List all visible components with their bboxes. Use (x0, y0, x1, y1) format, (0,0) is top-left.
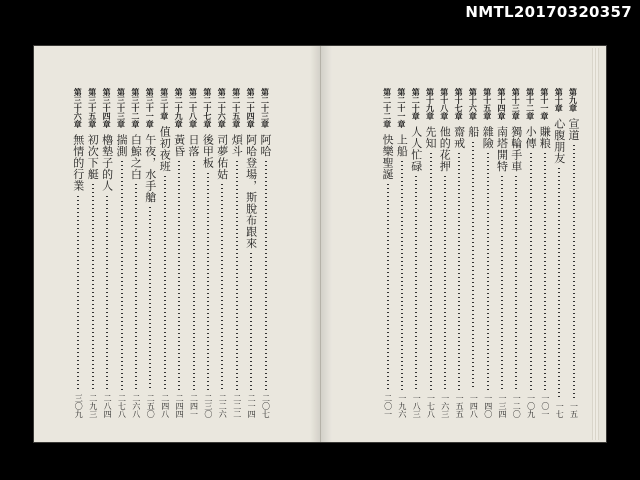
dot-leader (121, 161, 123, 390)
chapter-number: 第三十六章 (73, 88, 84, 128)
dot-leader (265, 161, 267, 390)
toc-entry (410, 88, 423, 418)
toc-entry (524, 88, 537, 418)
chapter-number: 第十八章 (439, 88, 450, 120)
book-gutter (310, 46, 332, 442)
toc-entry (230, 88, 243, 418)
page-number: 二〇七 (261, 394, 271, 418)
page-number: 三〇九 (74, 394, 84, 418)
dot-leader (135, 184, 137, 390)
chapter-title: 阿哈 (259, 134, 272, 157)
page-number: 二四八 (160, 394, 170, 418)
chapter-title: 午夜，水手艙 (143, 134, 157, 203)
chapter-number: 第二十四章 (246, 88, 257, 128)
page-number: 二五〇 (146, 394, 156, 418)
chapter-title: 快樂聖誕 (381, 134, 395, 180)
dot-leader (401, 161, 403, 390)
chapter-title: 人人忙碌 (409, 126, 423, 172)
dot-leader (164, 176, 166, 390)
dot-leader (250, 253, 252, 390)
dot-leader (573, 145, 575, 398)
chapter-number: 第十五章 (482, 88, 493, 120)
chapter-number: 第三十五章 (87, 88, 98, 128)
toc-entry (467, 88, 480, 418)
dot-leader (106, 196, 108, 391)
chapter-title: 賺粮 (538, 126, 552, 149)
toc-entry (438, 88, 451, 418)
dot-leader (236, 161, 238, 390)
toc-entry (553, 88, 566, 418)
page-number: 一三四 (498, 394, 507, 418)
archive-id-watermark: NMTL20170320357 (465, 3, 632, 21)
dot-leader (444, 176, 446, 390)
chapter-title: 司夢佑姑 (215, 134, 229, 180)
dot-leader (92, 184, 94, 390)
dot-leader (501, 176, 503, 390)
page-number: 二〇一 (383, 394, 393, 418)
chapter-number: 第十六章 (468, 88, 479, 120)
chapter-number: 第三十四章 (102, 88, 113, 128)
chapter-title: 後甲板 (201, 134, 215, 169)
page-number: 二七八 (117, 394, 127, 418)
page-number: 一六三 (440, 394, 450, 418)
chapter-title: 煩斗 (230, 134, 244, 157)
toc-entry (496, 88, 509, 418)
toc-entry (259, 88, 272, 418)
toc-entry (129, 88, 142, 418)
chapter-title: 雜險 (481, 126, 495, 149)
toc-entry (453, 88, 466, 418)
chapter-title: 齋戒 (452, 126, 466, 149)
chapter-title: 黃昏 (172, 134, 186, 157)
chapter-title: 上船 (395, 134, 409, 157)
page-number: 一〇九 (526, 394, 536, 418)
dot-leader (149, 207, 151, 390)
chapter-title: 獨輪手車 (509, 126, 523, 172)
page-number: 二六八 (131, 394, 141, 418)
page-number: 二一四 (247, 394, 257, 418)
chapter-number: 第十七章 (454, 88, 465, 120)
chapter-number: 第二十三章 (260, 88, 271, 128)
toc-entry (201, 88, 214, 418)
page-number: 一四八 (469, 394, 479, 418)
chapter-number: 第十九章 (425, 88, 436, 120)
toc-entry (538, 88, 551, 418)
chapter-number: 第二十九章 (174, 88, 185, 128)
page-number: 一二〇 (512, 394, 522, 418)
chapter-number: 第十二章 (525, 88, 536, 120)
dot-leader (77, 196, 79, 391)
page-number: 一七 (555, 402, 565, 418)
toc-entry (173, 88, 186, 418)
dot-leader (193, 161, 195, 390)
left-page (34, 46, 321, 442)
dot-leader (487, 153, 489, 390)
page-number: 二九三 (88, 394, 98, 418)
right-page (321, 46, 599, 442)
dot-leader (544, 153, 546, 390)
toc-entry (86, 88, 99, 418)
chapter-title: 小傳 (524, 126, 538, 149)
chapter-number: 第十一章 (539, 88, 550, 120)
toc-entry (72, 88, 85, 418)
toc-entry (381, 88, 394, 418)
chapter-title: 船 (466, 126, 480, 138)
toc-entry (245, 88, 258, 418)
toc-entry (158, 88, 171, 418)
chapter-number: 第九章 (568, 88, 579, 112)
open-book (34, 46, 606, 442)
chapter-number: 第二十一章 (396, 88, 407, 128)
page-number: 一五五 (455, 394, 465, 418)
toc-entry (144, 88, 157, 418)
dot-leader (415, 176, 417, 390)
toc-entry (567, 88, 580, 418)
chapter-number: 第二十章 (411, 88, 422, 120)
page-number: 一五 (569, 402, 579, 418)
page-number: 二四一 (189, 394, 199, 418)
chapter-title: 心腹朋友 (552, 118, 566, 164)
dot-leader (387, 184, 389, 390)
page-number: 二二二 (232, 394, 242, 418)
dot-leader (430, 153, 432, 390)
chapter-number: 第二十五章 (231, 88, 242, 128)
toc-entry (115, 88, 128, 418)
dot-leader (221, 184, 223, 390)
toc-entry (481, 88, 494, 418)
dot-leader (515, 176, 517, 390)
chapter-title: 無情的行業 (71, 134, 85, 192)
dot-leader (558, 168, 560, 398)
chapter-title: 日落 (187, 134, 200, 157)
chapter-number: 第二十八章 (188, 88, 199, 128)
chapter-title: 先知 (424, 126, 437, 149)
chapter-number: 第十四章 (497, 88, 507, 120)
chapter-number: 第二十七章 (202, 88, 213, 128)
toc-entry (101, 88, 114, 418)
page-number: 一八三 (412, 394, 422, 418)
chapter-number: 第三十章 (159, 88, 170, 120)
chapter-title: 值初夜班 (158, 126, 172, 172)
chapter-title: 白鯨之白 (129, 134, 143, 180)
toc-entry (510, 88, 523, 418)
chapter-number: 第三十一章 (145, 88, 156, 128)
page-number: 一九六 (397, 394, 407, 418)
dot-leader (472, 142, 474, 391)
toc-entry (216, 88, 229, 418)
dot-leader (458, 153, 460, 390)
chapter-number: 第十章 (554, 88, 565, 112)
chapter-title: 櫓墊子的人 (100, 134, 114, 192)
toc-entry (424, 88, 437, 418)
chapter-title: 他的花押 (438, 126, 452, 172)
chapter-number: 第二十六章 (217, 88, 228, 128)
page-number: 一七八 (426, 394, 436, 418)
page-number: 二八四 (103, 394, 113, 418)
page-number: 一四〇 (483, 394, 493, 418)
chapter-number: 第三十三章 (116, 88, 127, 128)
chapter-number: 第二十二章 (382, 88, 393, 128)
chapter-title: 阿哈登場，斯脫布跟來 (244, 134, 258, 249)
page-number: 二四四 (175, 394, 185, 418)
chapter-title: 宣道 (567, 118, 580, 141)
chapter-title: 南塔開特 (495, 126, 509, 172)
chapter-number: 第三十二章 (130, 88, 141, 128)
dot-leader (207, 173, 209, 391)
page-number: 二二六 (218, 394, 228, 418)
chapter-title: 揣測 (115, 134, 128, 157)
dot-leader (530, 153, 532, 390)
chapter-title: 初次下艇 (86, 134, 100, 180)
page-edge (592, 48, 599, 440)
page-number: 一〇一 (540, 394, 550, 418)
chapter-number: 第十三章 (511, 88, 522, 120)
page-number: 二三〇 (203, 394, 213, 418)
toc-entry (395, 88, 408, 418)
dot-leader (178, 161, 180, 390)
toc-entry (187, 88, 200, 418)
